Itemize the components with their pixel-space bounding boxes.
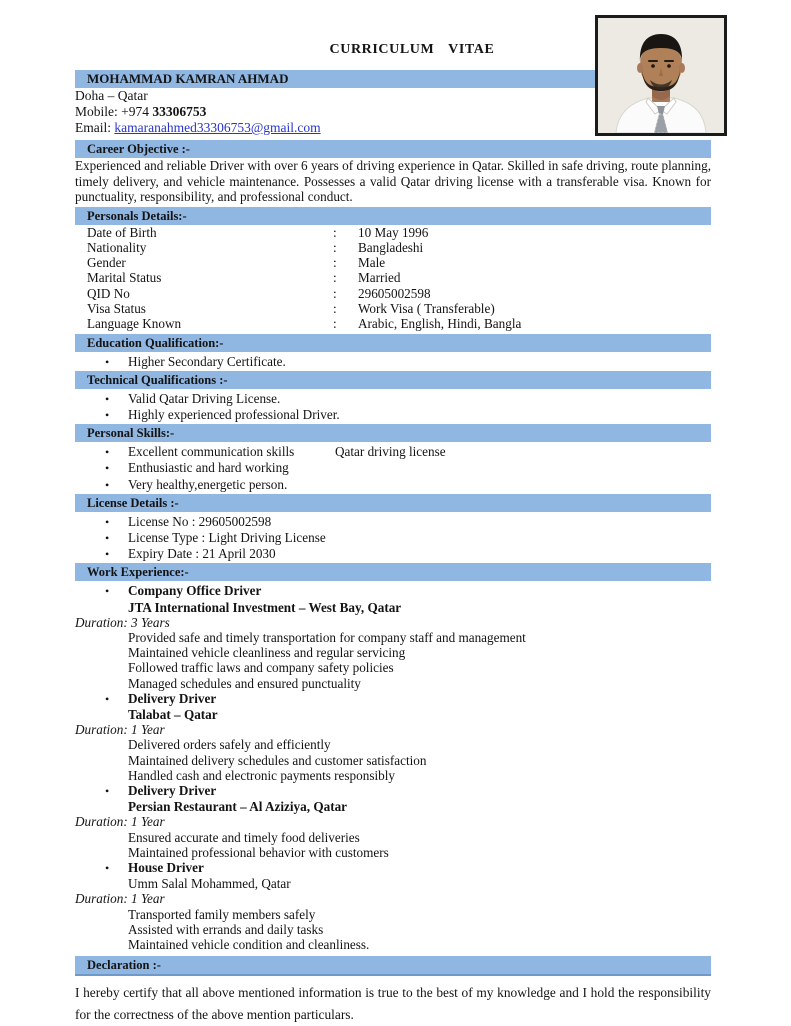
list-item-text: Enthusiastic and hard working [128, 460, 289, 476]
bullet-icon: • [105, 407, 110, 422]
bullet-icon: • [105, 547, 110, 562]
detail-label: Gender [87, 255, 126, 271]
list-item-text-secondary: Qatar driving license [335, 444, 446, 460]
detail-row [75, 270, 711, 285]
list-item-text: Expiry Date : 21 April 2030 [128, 546, 276, 562]
bullet-icon: • [105, 861, 110, 876]
job-point: Maintained vehicle condition and cleanliness. [128, 937, 370, 953]
job-point: Handled cash and electronic payments responsibly [128, 767, 395, 783]
job-point: Delivered orders safely and efficiently [128, 737, 331, 753]
section-heading-declaration: Declaration :- [75, 956, 711, 976]
detail-label: Nationality [87, 239, 147, 255]
list-item-text: License Type : Light Driving License [128, 530, 326, 545]
education-list [75, 352, 711, 371]
job-point: Transported family members safely [128, 906, 316, 922]
job-duration: Duration: 1 Year [75, 891, 165, 907]
job-duration: Duration: 3 Years [75, 614, 170, 630]
job-entry [75, 860, 711, 952]
job-entry [75, 783, 711, 860]
job-company: Talabat – Qatar [128, 707, 218, 723]
list-item [75, 460, 711, 476]
list-item [75, 514, 711, 530]
job-point: Maintained professional behavior with customers [128, 844, 389, 860]
name-header-bar: MOHAMMAD KAMRAN AHMAD [75, 70, 596, 88]
job-point: Followed traffic laws and company safety policies [128, 660, 394, 676]
detail-label: Date of Birth [87, 224, 157, 240]
detail-value: Work Visa ( Transferable) [358, 300, 495, 316]
detail-row [75, 286, 711, 301]
section-heading-license: License Details :- [75, 494, 711, 512]
detail-label: Marital Status [87, 270, 162, 286]
email-label: Email: [75, 120, 111, 135]
detail-row [75, 255, 711, 270]
bullet-icon: • [105, 354, 110, 369]
list-item [75, 477, 711, 493]
list-item-text: Excellent communication skills [128, 444, 295, 460]
detail-row [75, 225, 711, 240]
bullet-icon: • [105, 691, 110, 706]
cv-page [75, 0, 711, 1026]
job-title: Delivery Driver [128, 690, 217, 706]
detail-value: Bangladeshi [358, 239, 424, 255]
detail-value: Married [358, 270, 401, 286]
declaration-text: I hereby certify that all above mentioned information is true to the best of my knowledge and I hold the responsibility for the correctness of the above mention particulars. [75, 985, 711, 1023]
detail-separator: : [333, 300, 337, 316]
career-objective-text: Experienced and reliable Driver with over 6 years of driving experience in Qatar. Skilled in safe driving, route planning, timely delivery, and vehicle maintenance. Possesses a valid Qatar driving license with a transferable visa. Known for punctuality, responsibility, and professional conduct. [75, 158, 711, 204]
job-point: Managed schedules and ensured punctuality [128, 675, 361, 691]
job-company: JTA International Investment – West Bay, Qatar [128, 599, 402, 615]
list-item [75, 530, 711, 546]
job-duration: Duration: 1 Year [75, 814, 165, 830]
detail-row [75, 316, 711, 331]
job-title: House Driver [128, 860, 204, 876]
section-heading-technical: Technical Qualifications :- [75, 371, 711, 389]
job-duration: Duration: 1 Year [75, 722, 165, 738]
job-title-line [75, 860, 711, 876]
bullet-icon: • [105, 461, 110, 476]
skills-list [75, 442, 711, 494]
bullet-icon: • [105, 391, 110, 406]
list-item-text: Higher Secondary Certificate. [128, 353, 286, 369]
personal-details-table [75, 225, 711, 332]
bullet-icon: • [105, 514, 110, 529]
section-heading-work-experience: Work Experience:- [75, 563, 711, 581]
bullet-icon: • [105, 584, 110, 599]
mobile-number: 33306753 [152, 104, 207, 119]
job-point: Assisted with errands and daily tasks [128, 921, 324, 937]
section-heading-career-objective: Career Objective :- [75, 140, 711, 158]
list-item-text: License No : 29605002598 [128, 513, 272, 529]
list-item [75, 391, 711, 407]
detail-value: Arabic, English, Hindi, Bangla [358, 316, 522, 332]
mobile-label: Mobile: +974 [75, 104, 149, 119]
bullet-icon: • [105, 445, 110, 460]
job-point: Ensured accurate and timely food deliveries [128, 829, 360, 845]
license-list [75, 512, 711, 564]
detail-separator: : [333, 285, 337, 301]
bullet-icon: • [105, 477, 110, 492]
email-link[interactable]: kamaranahmed33306753@gmail.com [114, 120, 321, 135]
detail-row [75, 240, 711, 255]
list-item [75, 546, 711, 562]
list-item [75, 354, 711, 370]
job-point: Maintained vehicle cleanliness and regular servicing [128, 645, 406, 661]
job-title-line [75, 691, 711, 707]
bullet-icon: • [105, 531, 110, 545]
list-item [75, 444, 711, 460]
job-company: Umm Salal Mohammed, Qatar [128, 876, 291, 892]
location-line: Doha – Qatar [75, 88, 148, 103]
detail-separator: : [333, 255, 337, 271]
section-heading-skills: Personal Skills:- [75, 424, 711, 442]
job-point: Maintained delivery schedules and customer satisfaction [128, 752, 427, 768]
job-company: Persian Restaurant – Al Aziziya, Qatar [128, 799, 348, 815]
technical-list [75, 389, 711, 424]
job-point: Provided safe and timely transportation for company staff and management [128, 630, 526, 646]
list-item-text: Highly experienced professional Driver. [128, 406, 340, 422]
bullet-icon: • [105, 784, 110, 799]
detail-label: Visa Status [87, 300, 146, 316]
detail-row [75, 301, 711, 316]
detail-value: 29605002598 [358, 285, 431, 301]
page-title: CURRICULUM VITAE [329, 42, 495, 57]
job-title: Company Office Driver [128, 583, 262, 599]
job-title: Delivery Driver [128, 783, 217, 799]
detail-label: QID No [87, 285, 130, 301]
detail-separator: : [333, 270, 337, 286]
detail-separator: : [333, 316, 337, 332]
list-item-text: Very healthy,energetic person. [128, 476, 288, 492]
job-title-line [75, 581, 711, 599]
list-item-text: Valid Qatar Driving License. [128, 390, 281, 406]
section-heading-personal-details: Personals Details:- [75, 207, 711, 225]
job-entry [75, 691, 711, 783]
job-entry [75, 581, 711, 690]
job-title-line [75, 783, 711, 799]
detail-separator: : [333, 239, 337, 255]
detail-value: Male [358, 255, 386, 271]
section-heading-education: Education Qualification:- [75, 334, 711, 352]
list-item [75, 407, 711, 423]
detail-value: 10 May 1996 [358, 224, 429, 240]
detail-separator: : [333, 224, 337, 240]
detail-label: Language Known [87, 316, 182, 332]
